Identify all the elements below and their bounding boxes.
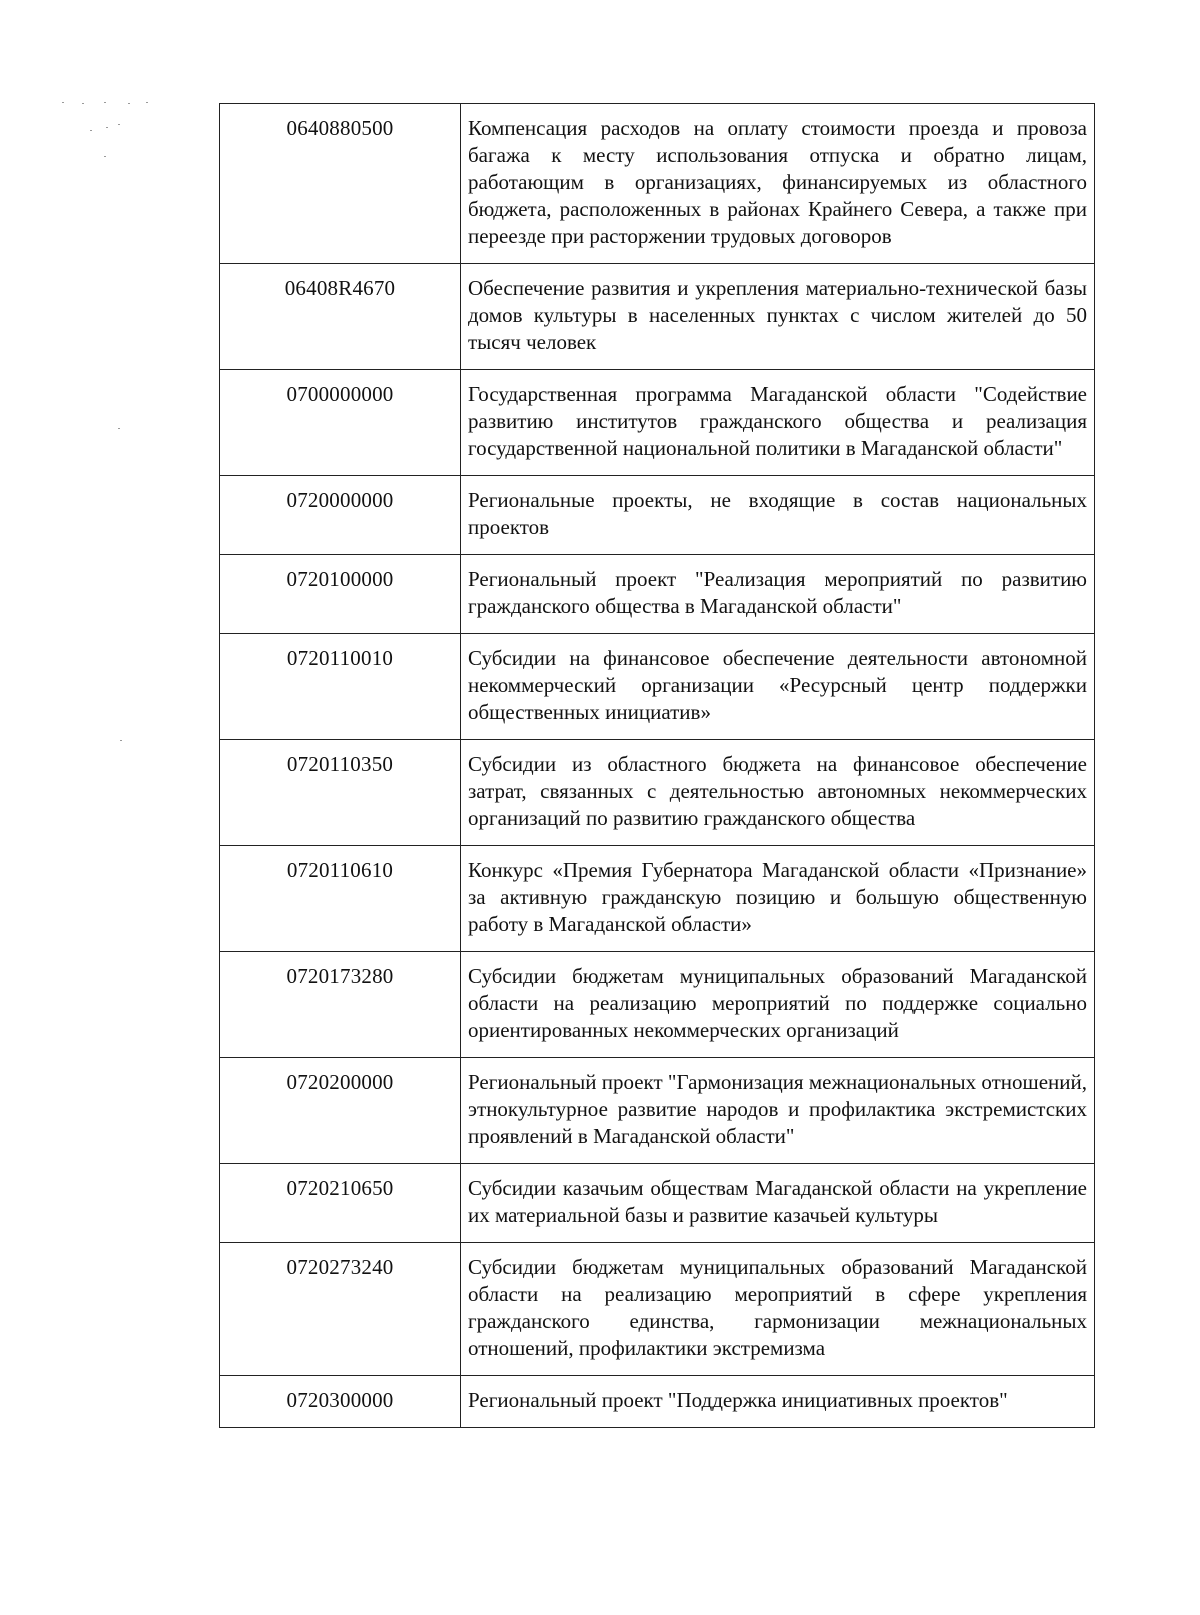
table-row (220, 555, 1095, 634)
row-description: Субсидии казачьим обществам Магаданской области на укрепление их материальной базы и развитие казачьей культуры (461, 1164, 1095, 1243)
codes-table-body (220, 104, 1095, 1428)
row-description: Компенсация расходов на оплату стоимости проезда и провоза багажа к месту использования отпуска и обратно лицам, работающим в организациях, финансируемых из областного бюджета, расположенных в районах Крайнего Севера, а также при переезде при расторжении трудовых договоров (461, 104, 1095, 264)
row-code: 0720110350 (220, 740, 461, 846)
table-row (220, 1376, 1095, 1428)
scan-speck (146, 102, 148, 103)
scan-speck (82, 103, 84, 104)
row-code: 0640880500 (220, 104, 461, 264)
row-code: 06408R4670 (220, 264, 461, 370)
row-description: Обеспечение развития и укрепления материально-технической базы домов культуры в населенных пунктах с числом жителей до 50 тысяч человек (461, 264, 1095, 370)
table-row (220, 264, 1095, 370)
table-row (220, 952, 1095, 1058)
table-row (220, 1164, 1095, 1243)
row-code: 0720173280 (220, 952, 461, 1058)
row-description: Конкурс «Премия Губернатора Магаданской области «Признание» за активную гражданскую позицию и большую общественную работу в Магаданской области» (461, 846, 1095, 952)
row-code: 0720200000 (220, 1058, 461, 1164)
table-row (220, 1243, 1095, 1376)
row-code: 0720100000 (220, 555, 461, 634)
row-description: Субсидии из областного бюджета на финансовое обеспечение затрат, связанных с деятельностью автономных некоммерческих организаций по развитию гражданского общества (461, 740, 1095, 846)
row-code: 0720000000 (220, 476, 461, 555)
scan-speck (118, 124, 120, 125)
table-row (220, 846, 1095, 952)
scan-speck (120, 740, 122, 741)
table-row (220, 740, 1095, 846)
codes-table (219, 103, 1095, 1428)
row-code: 0700000000 (220, 370, 461, 476)
table-row (220, 104, 1095, 264)
row-code: 0720110010 (220, 634, 461, 740)
row-description: Государственная программа Магаданской области "Содействие развитию институтов гражданского общества и реализация государственной национальной политики в Магаданской области" (461, 370, 1095, 476)
table-row (220, 370, 1095, 476)
row-description: Субсидии бюджетам муниципальных образований Магаданской области на реализацию мероприятий по поддержке социально ориентированных некоммерческих организаций (461, 952, 1095, 1058)
row-description: Региональный проект "Поддержка инициативных проектов" (461, 1376, 1095, 1428)
table-row (220, 1058, 1095, 1164)
table-row (220, 634, 1095, 740)
row-description: Региональный проект "Гармонизация межнациональных отношений, этнокультурное развитие народов и профилактика экстремистских проявлений в Магаданской области" (461, 1058, 1095, 1164)
scan-speck (90, 130, 92, 131)
row-description: Субсидии на финансовое обеспечение деятельности автономной некоммерческий организации «Ресурсный центр поддержки общественных инициатив» (461, 634, 1095, 740)
scan-speck (106, 127, 108, 128)
row-code: 0720300000 (220, 1376, 461, 1428)
row-code: 0720210650 (220, 1164, 461, 1243)
row-description: Субсидии бюджетам муниципальных образований Магаданской области на реализацию мероприятий в сфере укрепления гражданского единства, гармонизации межнациональных отношений, профилактики экстремизма (461, 1243, 1095, 1376)
row-code: 0720110610 (220, 846, 461, 952)
scan-speck (118, 428, 120, 429)
scan-speck (62, 102, 64, 103)
row-description: Региональный проект "Реализация мероприятий по развитию гражданского общества в Магаданской области" (461, 555, 1095, 634)
scan-speck (104, 156, 106, 157)
table-row (220, 476, 1095, 555)
scan-speck (128, 103, 130, 104)
scan-speck (104, 102, 106, 103)
row-description: Региональные проекты, не входящие в состав национальных проектов (461, 476, 1095, 555)
row-code: 0720273240 (220, 1243, 461, 1376)
